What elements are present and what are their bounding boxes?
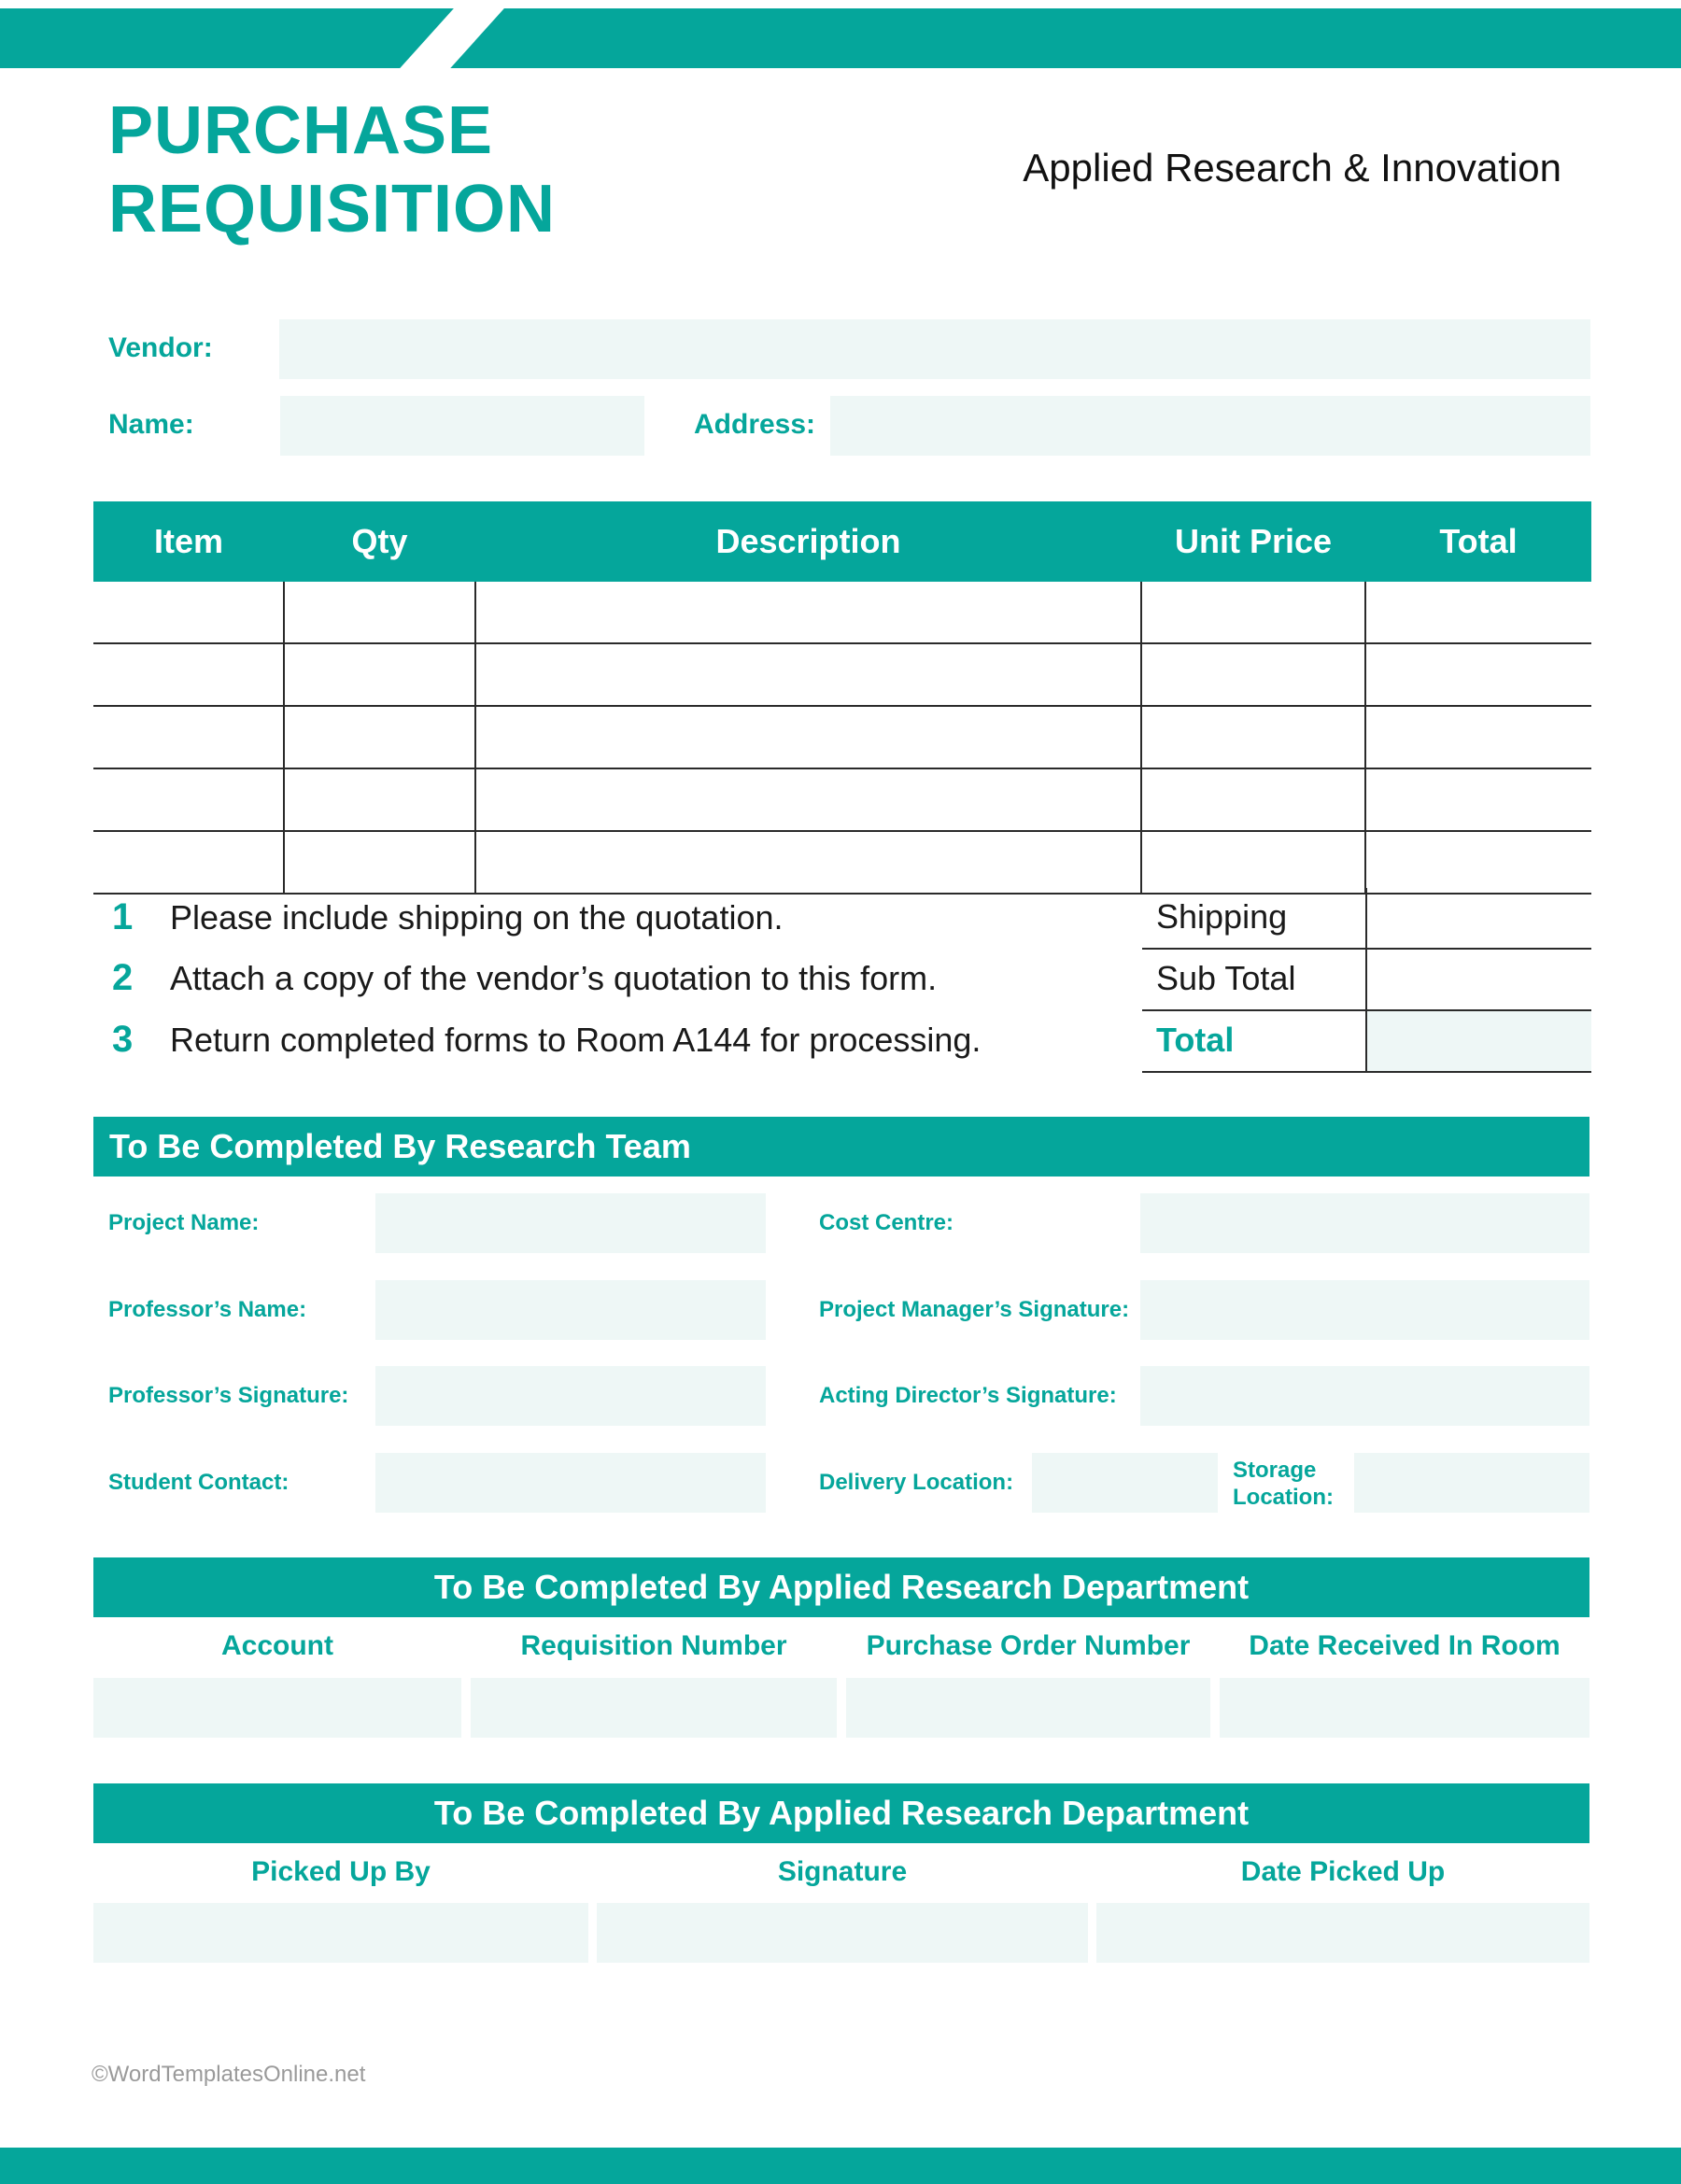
purchase-order-number-field[interactable] (846, 1678, 1210, 1738)
page-title (108, 92, 556, 248)
total-label: Total (1156, 1021, 1235, 1059)
table-cell-item[interactable] (93, 643, 284, 706)
table-cell-qty[interactable] (284, 706, 475, 768)
address-field[interactable] (830, 396, 1590, 456)
note-number-3: 3 (112, 1019, 134, 1060)
department-section-2-title: To Be Completed By Applied Research Department (433, 1794, 1250, 1832)
date-received-column-label: Date Received In Room (1249, 1630, 1561, 1661)
table-cell-qty[interactable] (284, 643, 475, 706)
table-cell-total[interactable] (1365, 582, 1591, 643)
table-cell-qty[interactable] (284, 582, 475, 643)
table-cell-description[interactable] (475, 643, 1141, 706)
table-row (93, 706, 1591, 768)
column-header-description: Description (475, 501, 1141, 582)
professors-name-label: Professor’s Name: (108, 1297, 307, 1322)
project-manager-signature-label: Project Manager’s Signature: (819, 1297, 1130, 1322)
picked-up-by-column-label: Picked Up By (251, 1856, 431, 1887)
date-picked-up-field[interactable] (1096, 1903, 1589, 1963)
storage-location-label (1233, 1457, 1334, 1511)
table-cell-unit-price[interactable] (1141, 831, 1365, 894)
department-section-2-header (93, 1783, 1589, 1843)
storage-location-label-line-1: Storage (1233, 1458, 1317, 1483)
note-text-3: Return completed forms to Room A144 for processing. (170, 1021, 982, 1059)
cost-centre-label: Cost Centre: (819, 1210, 954, 1235)
student-contact-label: Student Contact: (108, 1470, 290, 1495)
date-received-field[interactable] (1220, 1678, 1589, 1738)
research-team-title: To Be Completed By Research Team (109, 1127, 691, 1165)
table-cell-item[interactable] (93, 768, 284, 831)
storage-location-label-line-2: Location: (1233, 1485, 1334, 1510)
purchase-order-number-column-label: Purchase Order Number (866, 1630, 1191, 1661)
bottom-accent-band (0, 2148, 1681, 2184)
table-cell-qty[interactable] (284, 831, 475, 894)
research-team-header (93, 1117, 1589, 1177)
copyright-footer: ©WordTemplatesOnline.net (92, 2062, 366, 2087)
note-number-1: 1 (112, 896, 134, 937)
table-cell-unit-price[interactable] (1141, 768, 1365, 831)
table-cell-total[interactable] (1365, 831, 1591, 894)
table-cell-total[interactable] (1365, 643, 1591, 706)
top-accent-band (0, 8, 1681, 68)
acting-director-signature-label: Acting Director’s Signature: (819, 1383, 1117, 1408)
cost-centre-field[interactable] (1140, 1193, 1589, 1253)
professors-name-field[interactable] (375, 1280, 766, 1340)
account-field[interactable] (93, 1678, 461, 1738)
address-label: Address: (694, 409, 816, 440)
table-cell-qty[interactable] (284, 768, 475, 831)
student-contact-field[interactable] (375, 1453, 766, 1513)
account-column-label: Account (221, 1630, 333, 1661)
table-cell-description[interactable] (475, 582, 1141, 643)
acting-director-signature-field[interactable] (1140, 1366, 1589, 1426)
title-line-2: REQUISITION (108, 172, 557, 247)
table-cell-description[interactable] (475, 831, 1141, 894)
shipping-row (1142, 888, 1591, 950)
table-cell-total[interactable] (1365, 768, 1591, 831)
note-text-1: Please include shipping on the quotation. (170, 898, 784, 937)
column-header-total: Total (1365, 501, 1591, 582)
table-cell-total[interactable] (1365, 706, 1591, 768)
vendor-label: Vendor: (108, 332, 213, 363)
column-header-item: Item (93, 501, 284, 582)
subtotal-amount-field[interactable] (1367, 950, 1591, 1009)
table-cell-unit-price[interactable] (1141, 582, 1365, 643)
delivery-location-label: Delivery Location: (819, 1470, 1014, 1495)
total-row (1142, 1011, 1591, 1073)
requisition-number-column-label: Requisition Number (520, 1630, 787, 1661)
signature-column-label: Signature (777, 1856, 908, 1887)
date-picked-up-column-label: Date Picked Up (1240, 1856, 1446, 1887)
column-header-unit-price: Unit Price (1141, 501, 1365, 582)
requisition-number-field[interactable] (471, 1678, 837, 1738)
table-cell-item[interactable] (93, 831, 284, 894)
picked-up-by-field[interactable] (93, 1903, 588, 1963)
note-text-2: Attach a copy of the vendor’s quotation to this form. (170, 959, 938, 997)
project-manager-signature-field[interactable] (1140, 1280, 1589, 1340)
table-row (93, 831, 1591, 894)
title-line-1: PURCHASE (108, 93, 494, 168)
signature-field[interactable] (597, 1903, 1088, 1963)
table-cell-item[interactable] (93, 582, 284, 643)
subtotal-row (1142, 950, 1591, 1011)
total-amount-field[interactable] (1367, 1011, 1591, 1071)
table-cell-item[interactable] (93, 706, 284, 768)
column-header-qty: Qty (284, 501, 475, 582)
project-name-field[interactable] (375, 1193, 766, 1253)
subtotal-label: Sub Total (1156, 959, 1296, 997)
items-table-header (93, 501, 1591, 582)
items-table (93, 501, 1591, 895)
table-cell-description[interactable] (475, 706, 1141, 768)
vendor-field[interactable] (279, 319, 1590, 379)
name-field[interactable] (280, 396, 644, 456)
storage-location-field[interactable] (1354, 1453, 1589, 1513)
table-row (93, 643, 1591, 706)
note-number-2: 2 (112, 957, 134, 998)
professors-signature-label: Professor’s Signature: (108, 1383, 349, 1408)
table-cell-unit-price[interactable] (1141, 643, 1365, 706)
table-row (93, 768, 1591, 831)
table-cell-unit-price[interactable] (1141, 706, 1365, 768)
delivery-location-field[interactable] (1032, 1453, 1218, 1513)
department-section-1-header (93, 1557, 1589, 1617)
shipping-amount-field[interactable] (1367, 888, 1591, 948)
table-cell-description[interactable] (475, 768, 1141, 831)
professors-signature-field[interactable] (375, 1366, 766, 1426)
organization-name: Applied Research & Innovation (1023, 146, 1561, 190)
table-row (93, 582, 1591, 643)
project-name-label: Project Name: (108, 1210, 260, 1235)
shipping-label: Shipping (1156, 897, 1288, 936)
department-section-1-title: To Be Completed By Applied Research Department (433, 1568, 1250, 1606)
name-label: Name: (108, 409, 194, 440)
